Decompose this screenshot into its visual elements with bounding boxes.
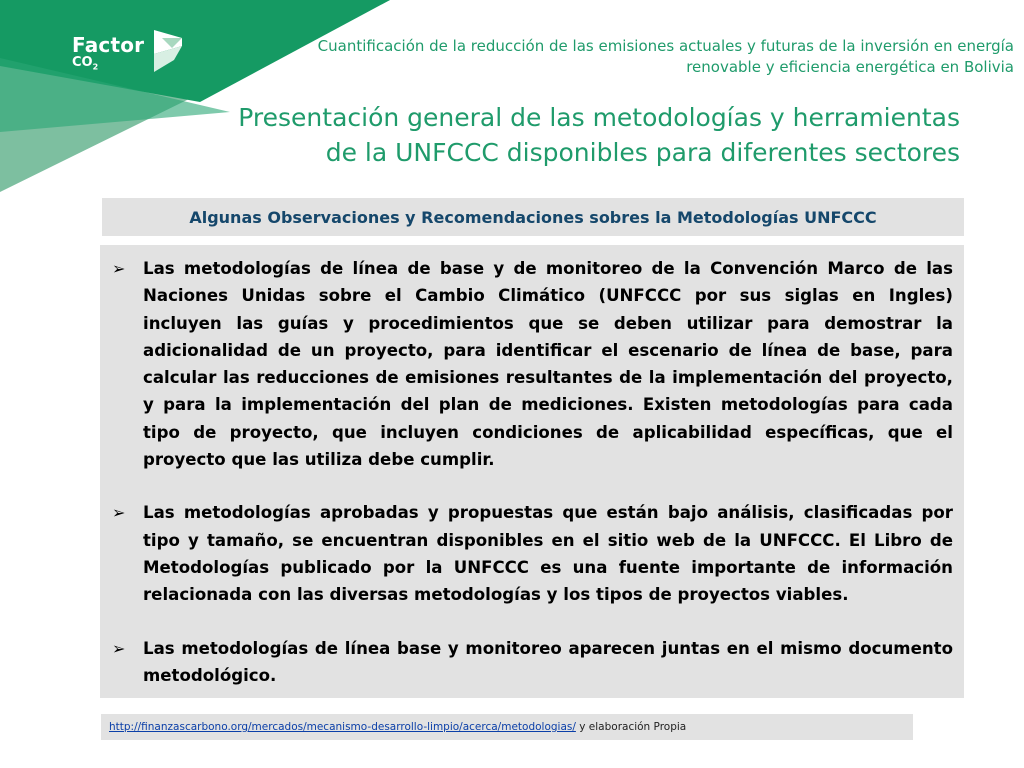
bullet-list xyxy=(100,245,964,698)
bullet-text: Las metodologías aprobadas y propuestas que están bajo análisis, clasificadas por tipo y tamaño, se encuentran disponibles en el sitio web de la UNFCCC. El Libro de Metodologías publicado por la UNFCCC es una fuente importante de información relacionada con las diversas metodologías y los tipos de proyectos viables. xyxy=(143,503,953,605)
section-heading: Algunas Observaciones y Recomendaciones sobres la Metodologías UNFCCC xyxy=(102,198,964,236)
header-subtitle: Cuantificación de la reducción de las emisiones actuales y futuras de la inversión en energía renovable y eficiencia energética en Bolivia xyxy=(317,37,1014,76)
bullet-item xyxy=(112,635,953,690)
factor-co2-logo xyxy=(72,34,144,75)
arrow-bullet-icon: ➢ xyxy=(112,503,126,523)
bullet-item xyxy=(112,255,953,473)
bullet-text: Las metodologías de línea de base y de monitoreo de la Convención Marco de las Naciones Unidas sobre el Cambio Climático (UNFCCC por sus siglas en Ingles) incluyen las guías y procedimientos que se deben utilizar para demostrar la adicionalidad de un proyecto, para identificar el escenario de línea de base, para calcular las reducciones de emisiones resultantes de la implementación del proyecto, y para la implementación del plan de mediciones. Existen metodologías para cada tipo de proyecto, que incluyen condiciones de aplicabilidad específicas, que el proyecto que las utiliza debe cumplir. xyxy=(143,259,953,470)
arrow-bullet-icon: ➢ xyxy=(112,259,126,278)
bullet-item xyxy=(112,499,953,608)
logo-mark-icon xyxy=(152,28,186,74)
source-link[interactable]: http://finanzascarbono.org/mercados/mecanismo-desarrollo-limpio/acerca/metodologias/ xyxy=(109,721,576,733)
bullet-text: Las metodologías de línea base y monitoreo aparecen juntas en el mismo documento metodológico. xyxy=(143,638,953,685)
logo-wordmark: Factor xyxy=(72,33,145,57)
source-suffix: y elaboración Propia xyxy=(575,721,687,733)
page-title xyxy=(140,100,960,170)
logo-co2: $CO_2$ xyxy=(72,55,99,72)
arrow-bullet-icon: ➢ xyxy=(112,638,126,658)
source-footer xyxy=(101,714,913,740)
page-title-line-1: Presentación general de las metodologías y herramientas xyxy=(238,103,960,132)
page-title-line-2: de la UNFCCC disponibles para diferentes sectores xyxy=(325,138,960,167)
